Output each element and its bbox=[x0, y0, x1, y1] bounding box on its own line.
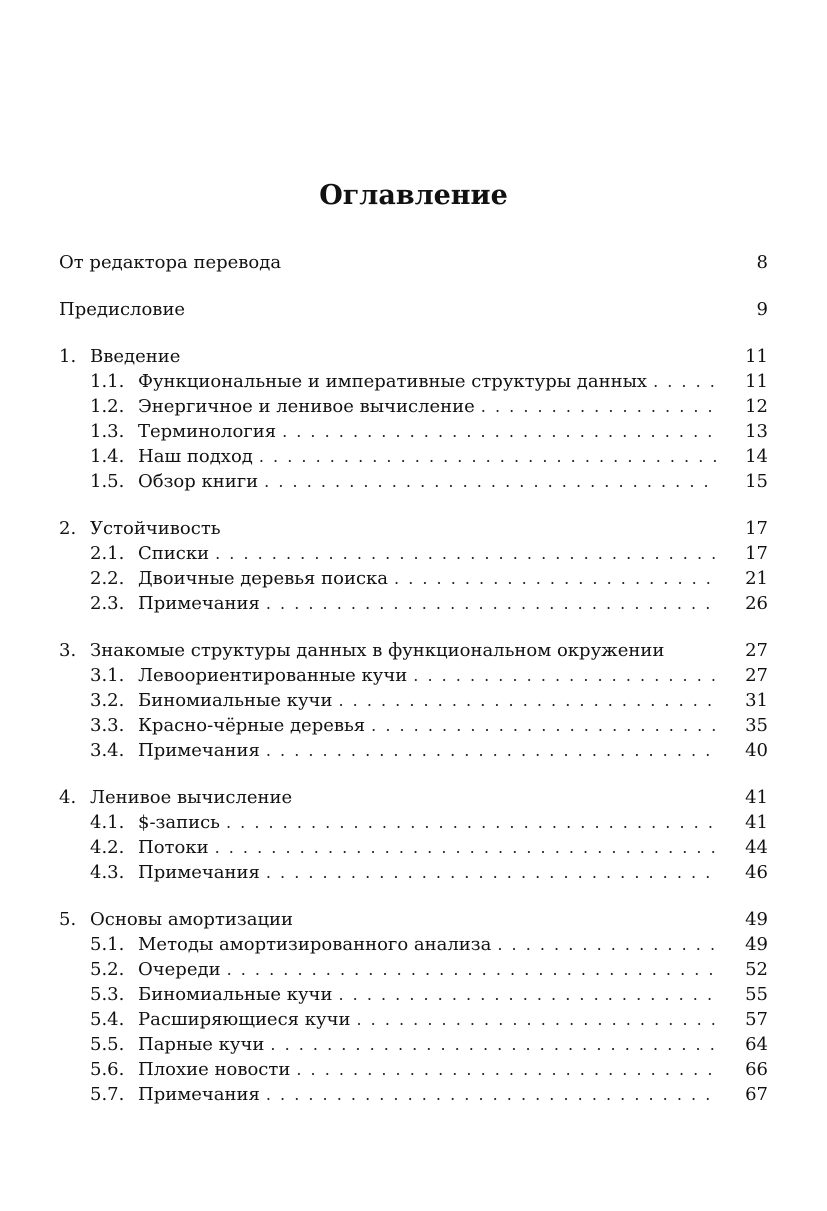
dot-leader bbox=[497, 932, 716, 957]
section-number: 1.5. bbox=[90, 471, 125, 492]
page-number: 57 bbox=[745, 1009, 768, 1030]
toc-chapter-entry[interactable] bbox=[59, 250, 768, 275]
page-number: 55 bbox=[745, 984, 768, 1005]
toc-section-entry[interactable] bbox=[59, 738, 768, 763]
section-title: Примечания bbox=[138, 862, 260, 883]
page-number: 35 bbox=[745, 715, 768, 736]
section-title: Расширяющиеся кучи bbox=[138, 1009, 351, 1030]
chapter-number: 3. bbox=[59, 640, 77, 661]
toc-section-entry[interactable] bbox=[59, 688, 768, 713]
section-number: 5.2. bbox=[90, 959, 125, 980]
chapter-title: От редактора перевода bbox=[59, 252, 282, 273]
toc-section-entry[interactable] bbox=[59, 566, 768, 591]
toc-section-entry[interactable] bbox=[59, 932, 768, 957]
toc-section-entry[interactable] bbox=[59, 957, 768, 982]
section-title: Примечания bbox=[138, 1084, 260, 1105]
toc-section-entry[interactable] bbox=[59, 982, 768, 1007]
section-number: 3.1. bbox=[90, 665, 125, 686]
chapter-number: 5. bbox=[59, 909, 77, 930]
dot-leader bbox=[338, 688, 716, 713]
section-number: 5.7. bbox=[90, 1084, 125, 1105]
section-title: Биномиальные кучи bbox=[138, 690, 333, 711]
page-number: 40 bbox=[745, 740, 768, 761]
section-title: Красно-чёрные деревья bbox=[138, 715, 366, 736]
dot-leader bbox=[266, 860, 716, 885]
dot-leader bbox=[264, 469, 716, 494]
toc-section-entry[interactable] bbox=[59, 469, 768, 494]
page-number: 27 bbox=[745, 640, 768, 661]
section-title: Функциональные и императивные структуры данных bbox=[138, 371, 648, 392]
section-title: Левоориентированные кучи bbox=[138, 665, 408, 686]
dot-leader bbox=[356, 1007, 716, 1032]
section-number: 2.3. bbox=[90, 593, 125, 614]
page-number: 8 bbox=[756, 252, 768, 273]
toc-chapter-entry[interactable] bbox=[59, 516, 768, 541]
dot-leader bbox=[226, 810, 716, 835]
dot-leader bbox=[215, 835, 716, 860]
dot-leader bbox=[338, 982, 716, 1007]
section-title: Терминология bbox=[138, 421, 277, 442]
page-number: 67 bbox=[745, 1084, 768, 1105]
page-number: 64 bbox=[745, 1034, 768, 1055]
section-title: Биномиальные кучи bbox=[138, 984, 333, 1005]
page-number: 66 bbox=[745, 1059, 768, 1080]
section-number: 3.4. bbox=[90, 740, 125, 761]
dot-leader bbox=[371, 713, 716, 738]
section-number: 2.2. bbox=[90, 568, 125, 589]
dot-leader bbox=[266, 1082, 716, 1107]
page-title: Оглавление bbox=[319, 180, 508, 211]
page-number: 14 bbox=[745, 446, 768, 467]
section-number: 1.1. bbox=[90, 371, 125, 392]
section-number: 5.3. bbox=[90, 984, 125, 1005]
page-number: 41 bbox=[745, 812, 768, 833]
chapter-title: Основы амортизации bbox=[90, 909, 294, 930]
dot-leader bbox=[296, 1057, 716, 1082]
dot-leader bbox=[282, 419, 716, 444]
dot-leader bbox=[270, 1032, 716, 1057]
page-number: 15 bbox=[745, 471, 768, 492]
section-title: Методы амортизированного анализа bbox=[138, 934, 492, 955]
toc-section-entry[interactable] bbox=[59, 369, 768, 394]
section-number: 5.1. bbox=[90, 934, 125, 955]
table-of-contents bbox=[59, 250, 768, 1107]
section-title: Плохие новости bbox=[138, 1059, 291, 1080]
section-number: 5.4. bbox=[90, 1009, 125, 1030]
chapter-title: Знакомые структуры данных в функциональном окружении bbox=[90, 640, 665, 661]
chapter-number: 2. bbox=[59, 518, 77, 539]
chapter-title: Предисловие bbox=[59, 299, 186, 320]
chapter-title: Устойчивость bbox=[90, 518, 221, 539]
toc-chapter-entry[interactable] bbox=[59, 785, 768, 810]
toc-chapter-entry[interactable] bbox=[59, 907, 768, 932]
dot-leader bbox=[259, 444, 716, 469]
section-title: Парные кучи bbox=[138, 1034, 265, 1055]
chapter-number: 1. bbox=[59, 346, 77, 367]
toc-section-entry[interactable] bbox=[59, 444, 768, 469]
page-number: 46 bbox=[745, 862, 768, 883]
section-number: 1.4. bbox=[90, 446, 125, 467]
section-title: Потоки bbox=[138, 837, 209, 858]
section-title: Энергичное и ленивое вычисление bbox=[138, 396, 475, 417]
toc-section-entry[interactable] bbox=[59, 394, 768, 419]
section-number: 4.2. bbox=[90, 837, 125, 858]
page-number: 27 bbox=[745, 665, 768, 686]
section-number: 5.5. bbox=[90, 1034, 125, 1055]
page-number: 52 bbox=[745, 959, 768, 980]
section-title: Двоичные деревья поиска bbox=[138, 568, 389, 589]
section-number: 1.2. bbox=[90, 396, 125, 417]
section-title: Обзор книги bbox=[138, 471, 259, 492]
toc-section-entry[interactable] bbox=[59, 1057, 768, 1082]
toc-section-entry[interactable] bbox=[59, 1082, 768, 1107]
chapter-title: Ленивое вычисление bbox=[90, 787, 293, 808]
section-title: $-запись bbox=[138, 812, 220, 833]
page-number: 13 bbox=[745, 421, 768, 442]
dot-leader bbox=[394, 566, 716, 591]
toc-section-entry[interactable] bbox=[59, 1007, 768, 1032]
section-number: 4.1. bbox=[90, 812, 125, 833]
toc-section-entry[interactable] bbox=[59, 1032, 768, 1057]
section-title: Примечания bbox=[138, 740, 260, 761]
page-number: 17 bbox=[745, 543, 768, 564]
toc-section-entry[interactable] bbox=[59, 810, 768, 835]
section-title: Очереди bbox=[138, 959, 221, 980]
page-number: 11 bbox=[745, 371, 768, 392]
page-number: 49 bbox=[745, 934, 768, 955]
section-title: Списки bbox=[138, 543, 210, 564]
section-number: 5.6. bbox=[90, 1059, 125, 1080]
dot-leader bbox=[653, 369, 716, 394]
page-number: 26 bbox=[745, 593, 768, 614]
section-number: 3.3. bbox=[90, 715, 125, 736]
toc-section-entry[interactable] bbox=[59, 419, 768, 444]
page-number: 41 bbox=[745, 787, 768, 808]
section-title: Наш подход bbox=[138, 446, 253, 467]
dot-leader bbox=[266, 591, 716, 616]
section-number: 3.2. bbox=[90, 690, 125, 711]
toc-section-entry[interactable] bbox=[59, 713, 768, 738]
section-title: Примечания bbox=[138, 593, 260, 614]
dot-leader bbox=[413, 663, 716, 688]
page-number: 9 bbox=[756, 299, 768, 320]
dot-leader bbox=[227, 957, 716, 982]
section-number: 4.3. bbox=[90, 862, 125, 883]
dot-leader bbox=[481, 394, 716, 419]
section-number: 2.1. bbox=[90, 543, 125, 564]
toc-section-entry[interactable] bbox=[59, 541, 768, 566]
toc-section-entry[interactable] bbox=[59, 663, 768, 688]
toc-chapter-entry[interactable] bbox=[59, 344, 768, 369]
chapter-title: Введение bbox=[90, 346, 181, 367]
chapter-number: 4. bbox=[59, 787, 77, 808]
dot-leader bbox=[215, 541, 716, 566]
toc-section-entry[interactable] bbox=[59, 835, 768, 860]
page-number: 17 bbox=[745, 518, 768, 539]
page-number: 49 bbox=[745, 909, 768, 930]
page-number: 21 bbox=[745, 568, 768, 589]
toc-section-entry[interactable] bbox=[59, 591, 768, 616]
toc-section-entry[interactable] bbox=[59, 860, 768, 885]
page-number: 12 bbox=[745, 396, 768, 417]
page-number: 44 bbox=[745, 837, 768, 858]
page-number: 31 bbox=[745, 690, 768, 711]
page-number: 11 bbox=[745, 346, 768, 367]
dot-leader bbox=[266, 738, 716, 763]
section-number: 1.3. bbox=[90, 421, 125, 442]
toc-chapter-entry[interactable] bbox=[59, 638, 768, 663]
toc-chapter-entry[interactable] bbox=[59, 297, 768, 322]
